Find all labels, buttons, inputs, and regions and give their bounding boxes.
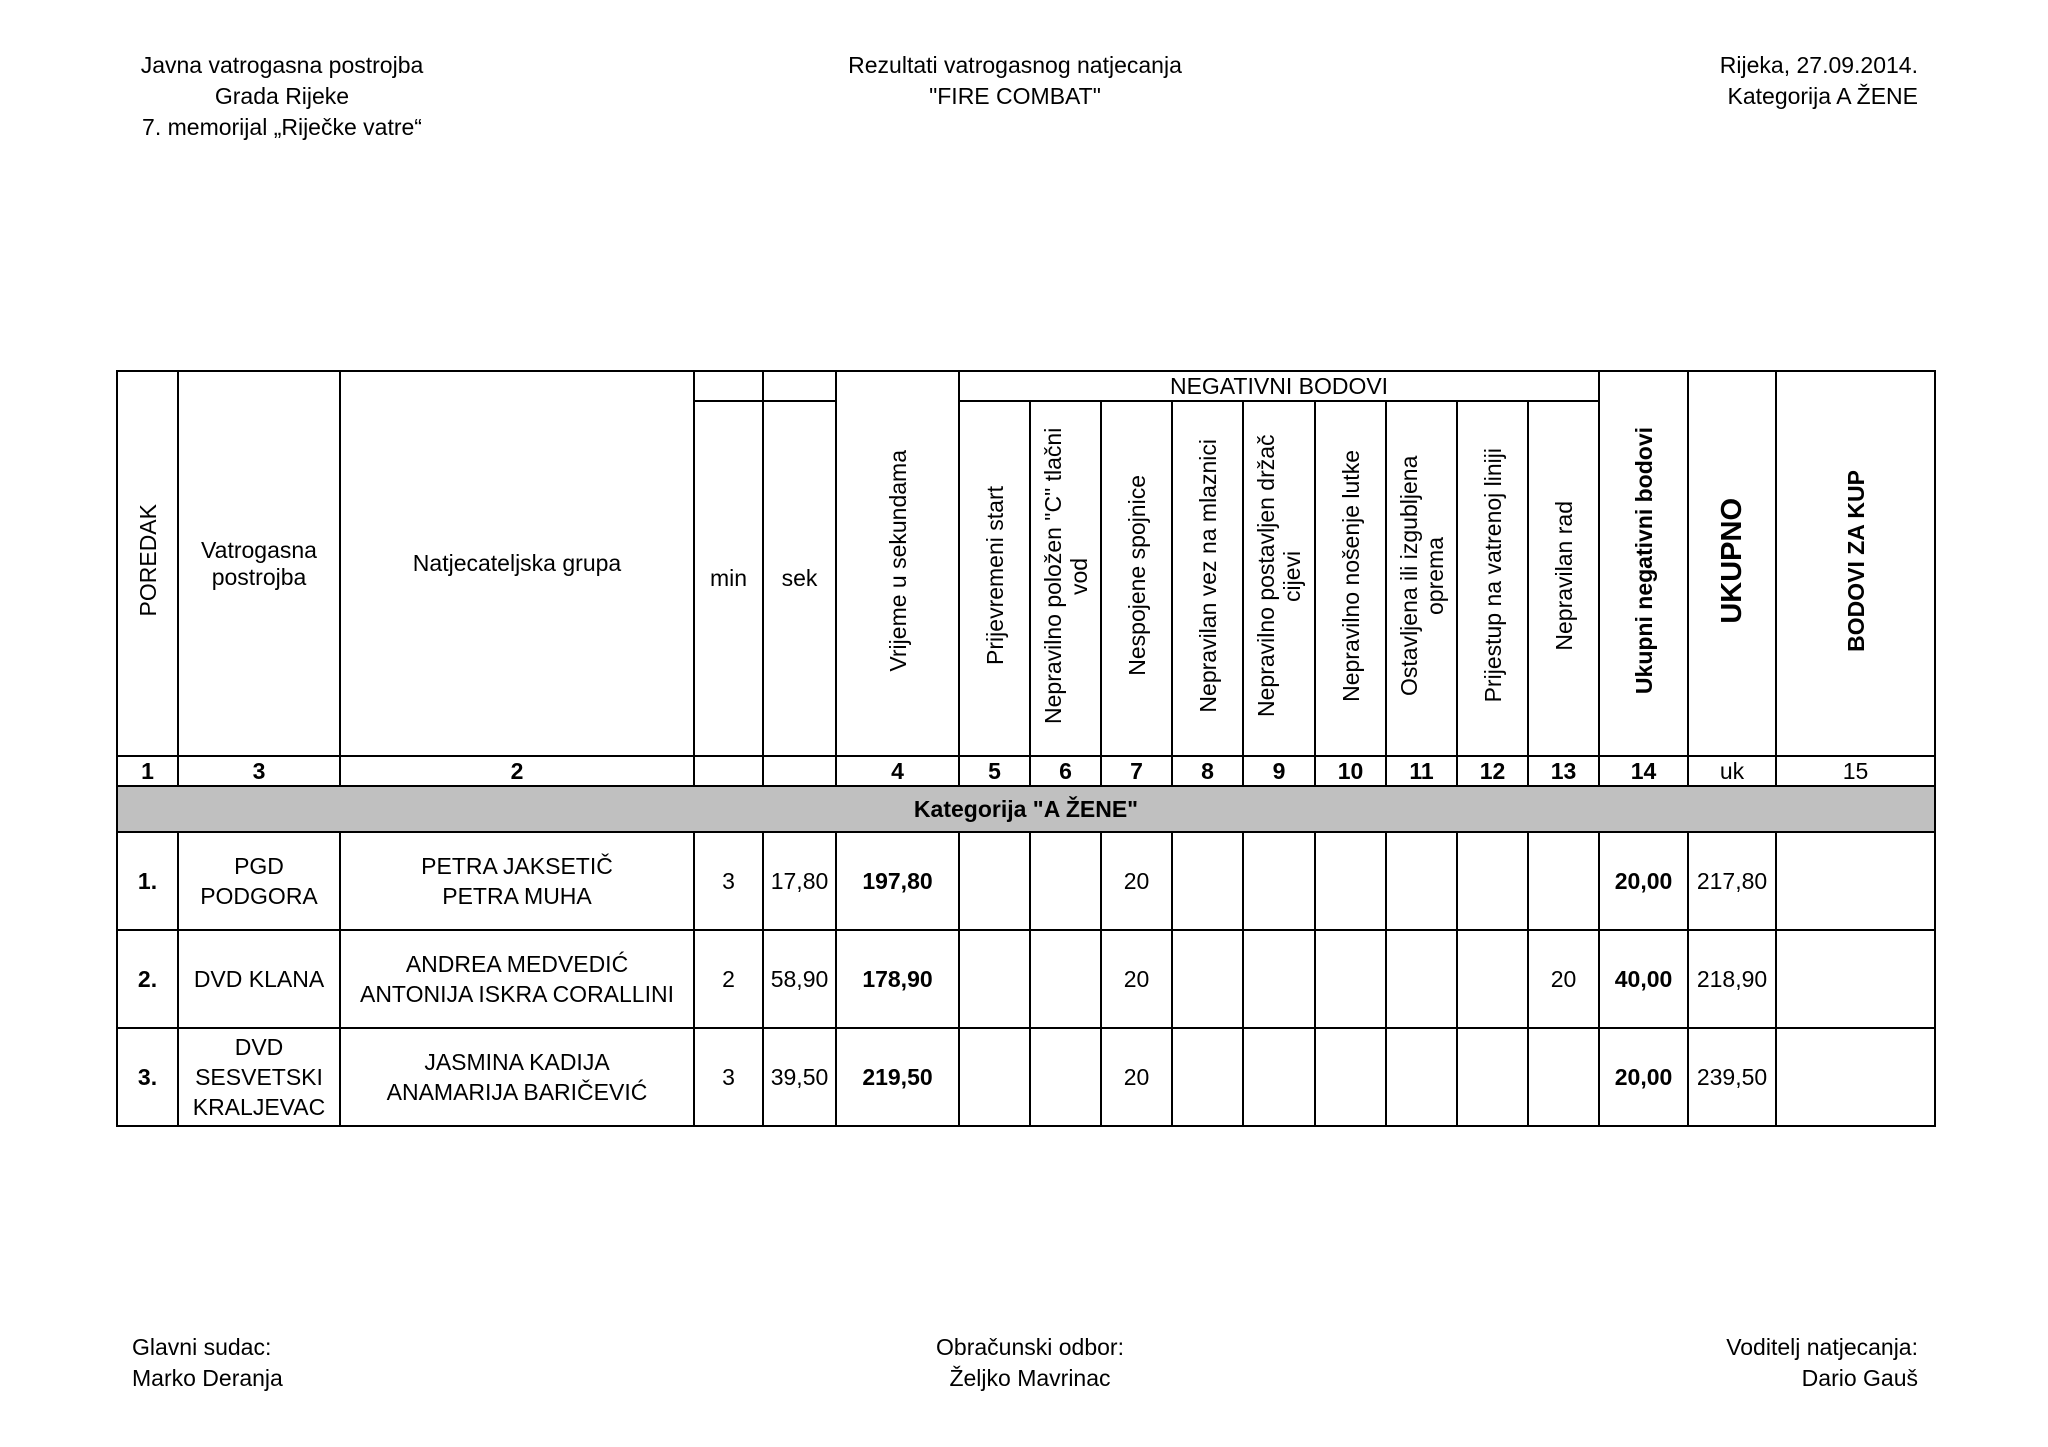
footer-competition-leader (1726, 1332, 1918, 1394)
min: 3 (694, 1028, 763, 1126)
neg-3: 20 (1101, 930, 1172, 1028)
neg-7 (1386, 1028, 1457, 1126)
unit: DVD KLANA (178, 930, 340, 1028)
neg-4 (1172, 832, 1243, 930)
header-neg-5: Nepravilno postavljen držač cijevi (1243, 401, 1315, 756)
cup-points (1776, 930, 1935, 1028)
neg-9: 20 (1528, 930, 1599, 1028)
col-num: 9 (1243, 756, 1315, 786)
neg-2 (1030, 1028, 1101, 1126)
neg-7 (1386, 832, 1457, 930)
table-row (117, 1028, 1935, 1126)
org-line-1: Javna vatrogasna postrojba (140, 52, 424, 78)
neg-4 (1172, 1028, 1243, 1126)
neg-6 (1315, 930, 1386, 1028)
header-title (680, 50, 1350, 112)
col-num: 5 (959, 756, 1030, 786)
category-label: Kategorija A ŽENE (1727, 83, 1918, 109)
neg-3: 20 (1101, 832, 1172, 930)
neg-total: 20,00 (1599, 832, 1688, 930)
time-seconds: 197,80 (836, 832, 959, 930)
time-seconds: 178,90 (836, 930, 959, 1028)
header-sek-top (763, 371, 836, 401)
header-sek: sek (763, 401, 836, 756)
results-table (116, 370, 1936, 1127)
header-neg-3: Nespojene spojnice (1101, 401, 1172, 756)
col-num: 8 (1172, 756, 1243, 786)
neg-5 (1243, 1028, 1315, 1126)
header-date-category (1720, 50, 1918, 112)
neg-8 (1457, 930, 1528, 1028)
header-grupa: Natjecateljska grupa (340, 371, 694, 756)
header-neg-7: Ostavljena ili izgubljena oprema (1386, 401, 1457, 756)
col-num: 7 (1101, 756, 1172, 786)
rank: 3. (117, 1028, 178, 1126)
min: 3 (694, 832, 763, 930)
col-num: 11 (1386, 756, 1457, 786)
header-neg-9: Nepravilan rad (1528, 401, 1599, 756)
cup-points (1776, 1028, 1935, 1126)
rank: 2. (117, 930, 178, 1028)
col-num: 4 (836, 756, 959, 786)
footer-chief-judge (132, 1332, 283, 1394)
col-num: 10 (1315, 756, 1386, 786)
header-organization (132, 50, 432, 143)
group: ANDREA MEDVEDIĆ ANTONIJA ISKRA CORALLINI (340, 930, 694, 1028)
neg-3: 20 (1101, 1028, 1172, 1126)
header-ukupno: UKUPNO (1688, 371, 1776, 756)
header-negativni-bodovi: NEGATIVNI BODOVI (959, 371, 1599, 401)
col-num: 13 (1528, 756, 1599, 786)
group: PETRA JAKSETIČ PETRA MUHA (340, 832, 694, 930)
competition-leader-name: Dario Gauš (1801, 1365, 1918, 1391)
col-num: 1 (117, 756, 178, 786)
header-neg-6: Nepravilno nošenje lutke (1315, 401, 1386, 756)
col-num: uk (1688, 756, 1776, 786)
neg-5 (1243, 930, 1315, 1028)
neg-2 (1030, 832, 1101, 930)
neg-4 (1172, 930, 1243, 1028)
rank: 1. (117, 832, 178, 930)
neg-9 (1528, 1028, 1599, 1126)
place-date: Rijeka, 27.09.2014. (1719, 52, 1918, 78)
sek: 17,80 (763, 832, 836, 930)
group: JASMINA KADIJA ANAMARIJA BARIČEVIĆ (340, 1028, 694, 1126)
cup-points (1776, 832, 1935, 930)
time-seconds: 219,50 (836, 1028, 959, 1126)
header-ukupni-negativni: Ukupni negativni bodovi (1599, 371, 1688, 756)
neg-1 (959, 832, 1030, 930)
total: 239,50 (1688, 1028, 1776, 1126)
col-num: 2 (340, 756, 694, 786)
neg-9 (1528, 832, 1599, 930)
header-vrijeme: Vrijeme u sekundama (836, 371, 959, 756)
sek: 58,90 (763, 930, 836, 1028)
header-min: min (694, 401, 763, 756)
neg-8 (1457, 1028, 1528, 1126)
total: 218,90 (1688, 930, 1776, 1028)
neg-total: 20,00 (1599, 1028, 1688, 1126)
total: 217,80 (1688, 832, 1776, 930)
col-num: 14 (1599, 756, 1688, 786)
header-poredak: POREDAK (117, 371, 178, 756)
neg-6 (1315, 832, 1386, 930)
header-postrojba: Vatrogasna postrojba (178, 371, 340, 756)
unit: DVD SESVETSKI KRALJEVAC (178, 1028, 340, 1126)
org-line-2: Grada Rijeke (214, 83, 350, 109)
event-name: "FIRE COMBAT" (929, 83, 1101, 109)
col-num: 15 (1776, 756, 1935, 786)
header-bodovi-za-kup: BODOVI ZA KUP (1776, 371, 1935, 756)
column-number-row (117, 756, 1935, 786)
category-row: Kategorija "A ŽENE" (117, 786, 1935, 832)
scoring-committee-label: Obračunski odbor: (936, 1334, 1124, 1360)
table-row (117, 832, 1935, 930)
neg-1 (959, 930, 1030, 1028)
header-neg-1: Prijevremeni start (959, 401, 1030, 756)
neg-6 (1315, 1028, 1386, 1126)
min: 2 (694, 930, 763, 1028)
footer-scoring-committee (880, 1332, 1180, 1394)
header-neg-8: Prijestup na vatrenoj liniji (1457, 401, 1528, 756)
col-num: 6 (1030, 756, 1101, 786)
neg-5 (1243, 832, 1315, 930)
results-title: Rezultati vatrogasnog natjecanja (848, 52, 1182, 78)
scoring-committee-name: Željko Mavrinac (949, 1365, 1111, 1391)
memorial-title: 7. memorijal „Riječke vatre“ (142, 114, 422, 140)
competition-leader-label: Voditelj natjecanja: (1726, 1334, 1918, 1360)
table-row (117, 930, 1935, 1028)
unit: PGD PODGORA (178, 832, 340, 930)
chief-judge-label: Glavni sudac: (132, 1334, 272, 1360)
col-num (763, 756, 836, 786)
sek: 39,50 (763, 1028, 836, 1126)
neg-1 (959, 1028, 1030, 1126)
neg-8 (1457, 832, 1528, 930)
header-min-top (694, 371, 763, 401)
neg-total: 40,00 (1599, 930, 1688, 1028)
neg-2 (1030, 930, 1101, 1028)
col-num: 3 (178, 756, 340, 786)
col-num (694, 756, 763, 786)
col-num: 12 (1457, 756, 1528, 786)
neg-7 (1386, 930, 1457, 1028)
chief-judge-name: Marko Deranja (132, 1365, 283, 1391)
header-neg-4: Nepravilan vez na mlaznici (1172, 401, 1243, 756)
header-neg-2: Nepravilno položen "C" tlačni vod (1030, 401, 1101, 756)
